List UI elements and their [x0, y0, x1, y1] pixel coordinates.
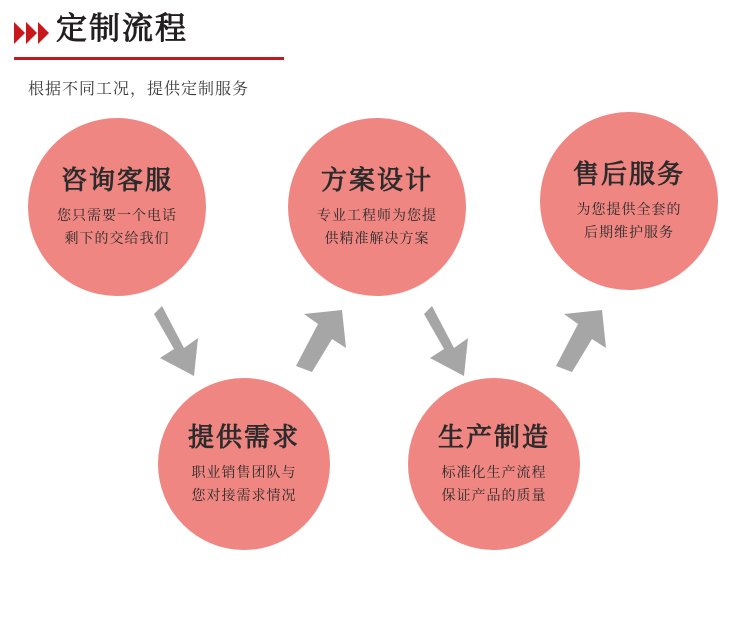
- page-title: 定制流程: [56, 11, 188, 46]
- arrow-down-right-icon: [148, 300, 228, 380]
- flow-step-circle: [28, 118, 206, 296]
- flow-step-title: 咨询客服: [60, 165, 173, 195]
- flow-step-desc-line2: 剩下的交给我们: [64, 230, 170, 246]
- flow-step-circle: [158, 378, 330, 550]
- arrow-up-right-icon: [548, 296, 628, 376]
- arrow-up-right-icon: [288, 296, 368, 376]
- flow-step-desc-line2: 您对接需求情况: [191, 487, 297, 503]
- title-underline: [14, 57, 284, 60]
- flow-step-title: 方案设计: [320, 165, 433, 195]
- flow-step-title: 生产制造: [437, 422, 550, 452]
- header: [0, 0, 750, 98]
- triple-chevron-icon: [14, 18, 50, 48]
- page-subtitle: 根据不同工况，提供定制服务: [28, 81, 250, 98]
- flow-step-circle: [408, 378, 580, 550]
- flow-step-title: 售后服务: [572, 159, 685, 189]
- flow-step-circle: [540, 112, 718, 290]
- flow-step-desc-line1: 标准化生产流程: [441, 464, 547, 480]
- flow-step-desc-line2: 保证产品的质量: [441, 487, 547, 503]
- flow-step-desc-line1: 您只需要一个电话: [57, 207, 177, 223]
- flow-step-desc-line1: 专业工程师为您提: [317, 207, 437, 223]
- flow-step-desc-line2: 供精准解决方案: [324, 230, 430, 246]
- arrow-down-right-icon: [418, 300, 498, 380]
- flow-step-desc-line1: 职业销售团队与: [191, 464, 297, 480]
- flow-step-desc-line2: 后期维护服务: [584, 224, 674, 240]
- flow-step-circle: [288, 118, 466, 296]
- flow-step-desc-line1: 为您提供全套的: [576, 201, 682, 217]
- flow-step-title: 提供需求: [187, 422, 300, 452]
